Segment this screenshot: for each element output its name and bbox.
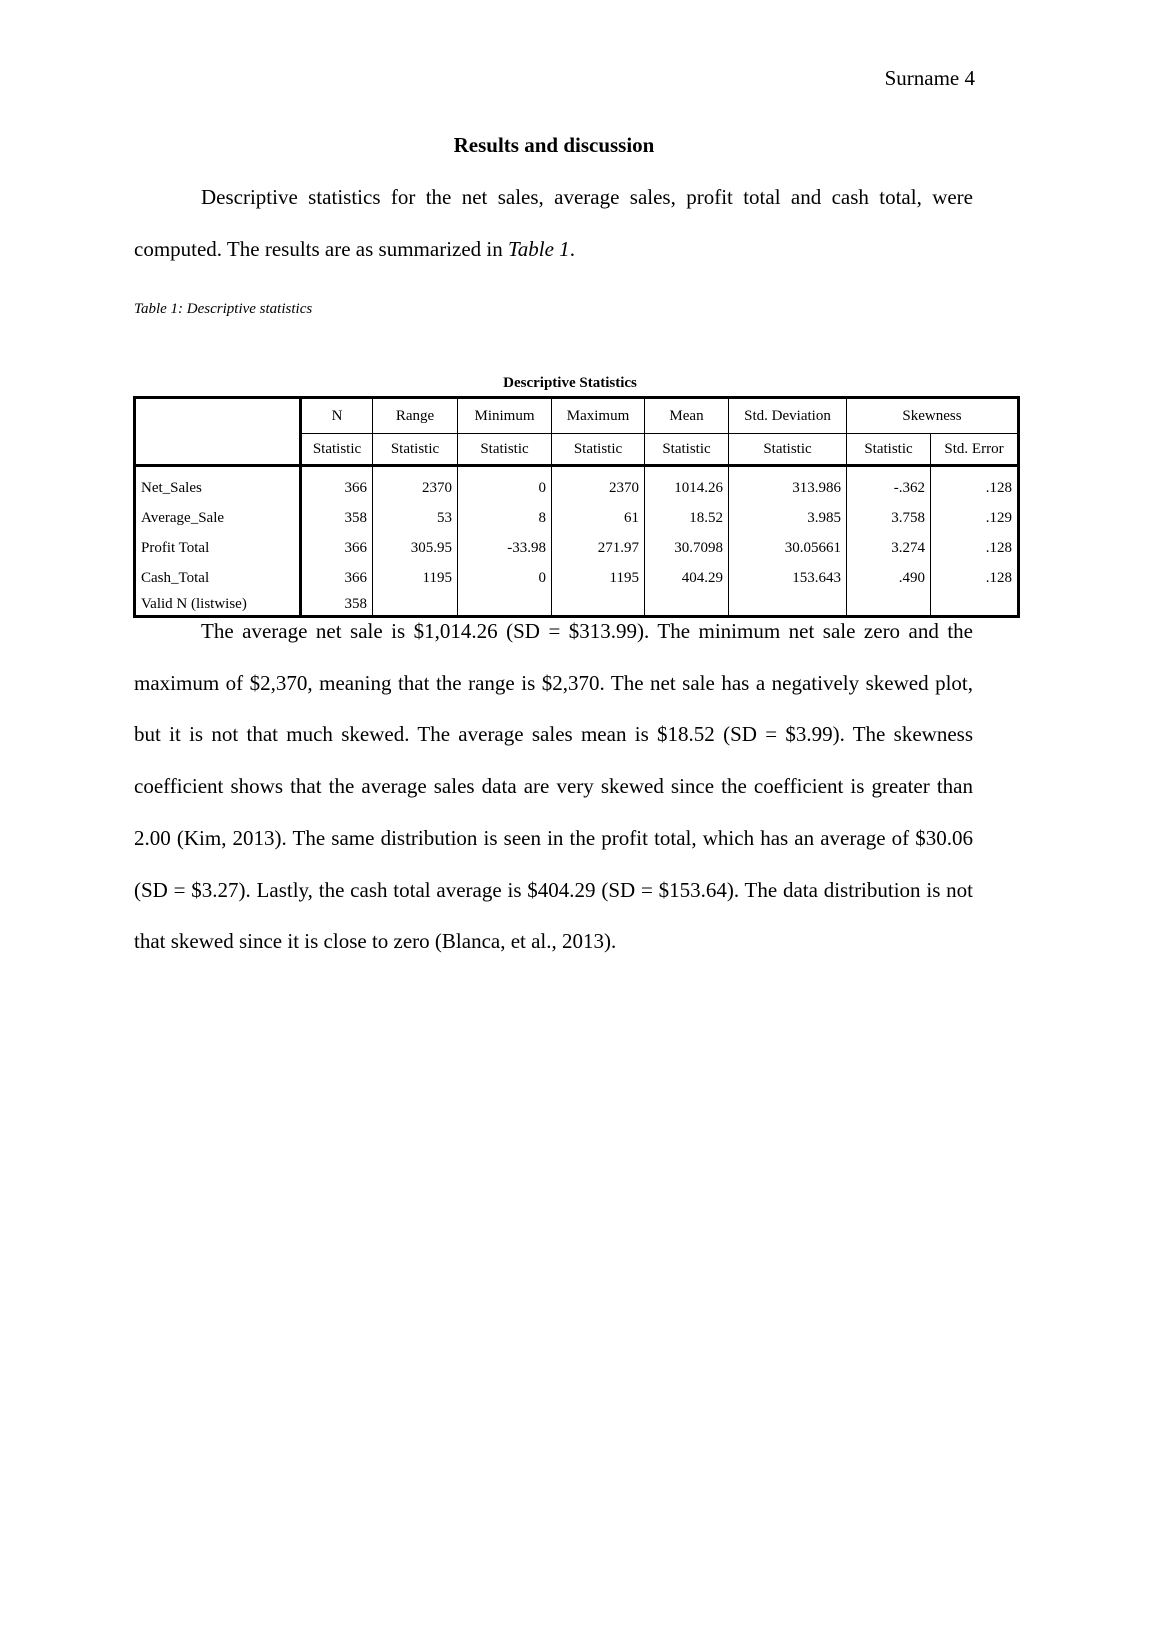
table-caption: Table 1: Descriptive statistics: [134, 301, 313, 317]
row-label: Valid N (listwise): [135, 593, 301, 617]
row-label: Average_Sale: [135, 503, 301, 533]
table-cell: 271.97: [552, 533, 645, 563]
table-cell: 1014.26: [645, 466, 729, 504]
table-cell: 2370: [552, 466, 645, 504]
header-row: [135, 398, 1019, 434]
col-header: Skewness: [847, 398, 1019, 434]
table-row: [135, 466, 1019, 504]
subheader-cell: Statistic: [373, 434, 458, 466]
table-cell: -.362: [847, 466, 931, 504]
subheader-cell: Statistic: [847, 434, 931, 466]
table-cell: -33.98: [458, 533, 552, 563]
descriptive-statistics-table: [133, 396, 1020, 618]
table-cell: 358: [301, 593, 373, 617]
intro-paragraph: [134, 172, 973, 275]
table-title: Descriptive Statistics: [503, 375, 637, 391]
row-label: Cash_Total: [135, 563, 301, 593]
table-cell: 366: [301, 533, 373, 563]
row-label: Net_Sales: [135, 466, 301, 504]
table-cell: 2370: [373, 466, 458, 504]
intro-end: .: [569, 236, 575, 261]
table-cell: 305.95: [373, 533, 458, 563]
discussion-text: The average net sale is $1,014.26 (SD = $313.99). The minimum net sale zero and the maximum of $2,370, meaning that the range is $2,370. The net sale has a negatively skewed plot, but it is not that much skewed. The average sales mean is $18.52 (SD = $3.99). The skewness coefficient shows that the average sales data are very skewed since the coefficient is greater than 2.00 (Kim, 2013). The same distribution is seen in the profit total, which has an average of $30.06 (SD = $3.27). Lastly, the cash total average is $404.29 (SD = $153.64). The data distribution is not that skewed since it is close to zero (Blanca, et al., 2013).: [134, 619, 973, 954]
subheader-cell: Statistic: [645, 434, 729, 466]
table-cell: 358: [301, 503, 373, 533]
table-cell: 1195: [552, 563, 645, 593]
col-header: Maximum: [552, 398, 645, 434]
table-cell: 366: [301, 563, 373, 593]
table-cell: 0: [458, 563, 552, 593]
col-header: N: [301, 398, 373, 434]
table-cell: .129: [931, 503, 1019, 533]
table-cell: 3.985: [729, 503, 847, 533]
table-cell: 3.274: [847, 533, 931, 563]
subheader-cell: Statistic: [458, 434, 552, 466]
table-cell: 366: [301, 466, 373, 504]
table-cell: 404.29: [645, 563, 729, 593]
table-reference: Table 1: [508, 236, 570, 261]
table-cell: .128: [931, 533, 1019, 563]
table-cell: 153.643: [729, 563, 847, 593]
col-header: Std. Deviation: [729, 398, 847, 434]
table-cell: .128: [931, 563, 1019, 593]
corner-cell: [135, 398, 301, 466]
subheader-cell: Std. Error: [931, 434, 1019, 466]
table-cell: 0: [458, 466, 552, 504]
table-row: [135, 503, 1019, 533]
table-cell: 18.52: [645, 503, 729, 533]
table-cell: 313.986: [729, 466, 847, 504]
table-cell: .128: [931, 466, 1019, 504]
col-header: Minimum: [458, 398, 552, 434]
table-cell: 1195: [373, 563, 458, 593]
table-row: [135, 533, 1019, 563]
table-cell: 3.758: [847, 503, 931, 533]
col-header: Mean: [645, 398, 729, 434]
table-cell: 30.05661: [729, 533, 847, 563]
intro-text: Descriptive statistics for the net sales, average sales, profit total and cash total, were computed. The results are as summarized in: [134, 185, 973, 261]
table-cell: 8: [458, 503, 552, 533]
discussion-paragraph: [134, 606, 973, 968]
table-row: [135, 563, 1019, 593]
section-title: Results and discussion: [453, 133, 655, 157]
table-cell: 53: [373, 503, 458, 533]
table-cell: 30.7098: [645, 533, 729, 563]
table-cell: .490: [847, 563, 931, 593]
row-label: Profit Total: [135, 533, 301, 563]
subheader-cell: Statistic: [301, 434, 373, 466]
running-head: Surname 4: [884, 66, 975, 90]
table-cell: 61: [552, 503, 645, 533]
subheader-cell: Statistic: [729, 434, 847, 466]
subheader-cell: Statistic: [552, 434, 645, 466]
col-header: Range: [373, 398, 458, 434]
